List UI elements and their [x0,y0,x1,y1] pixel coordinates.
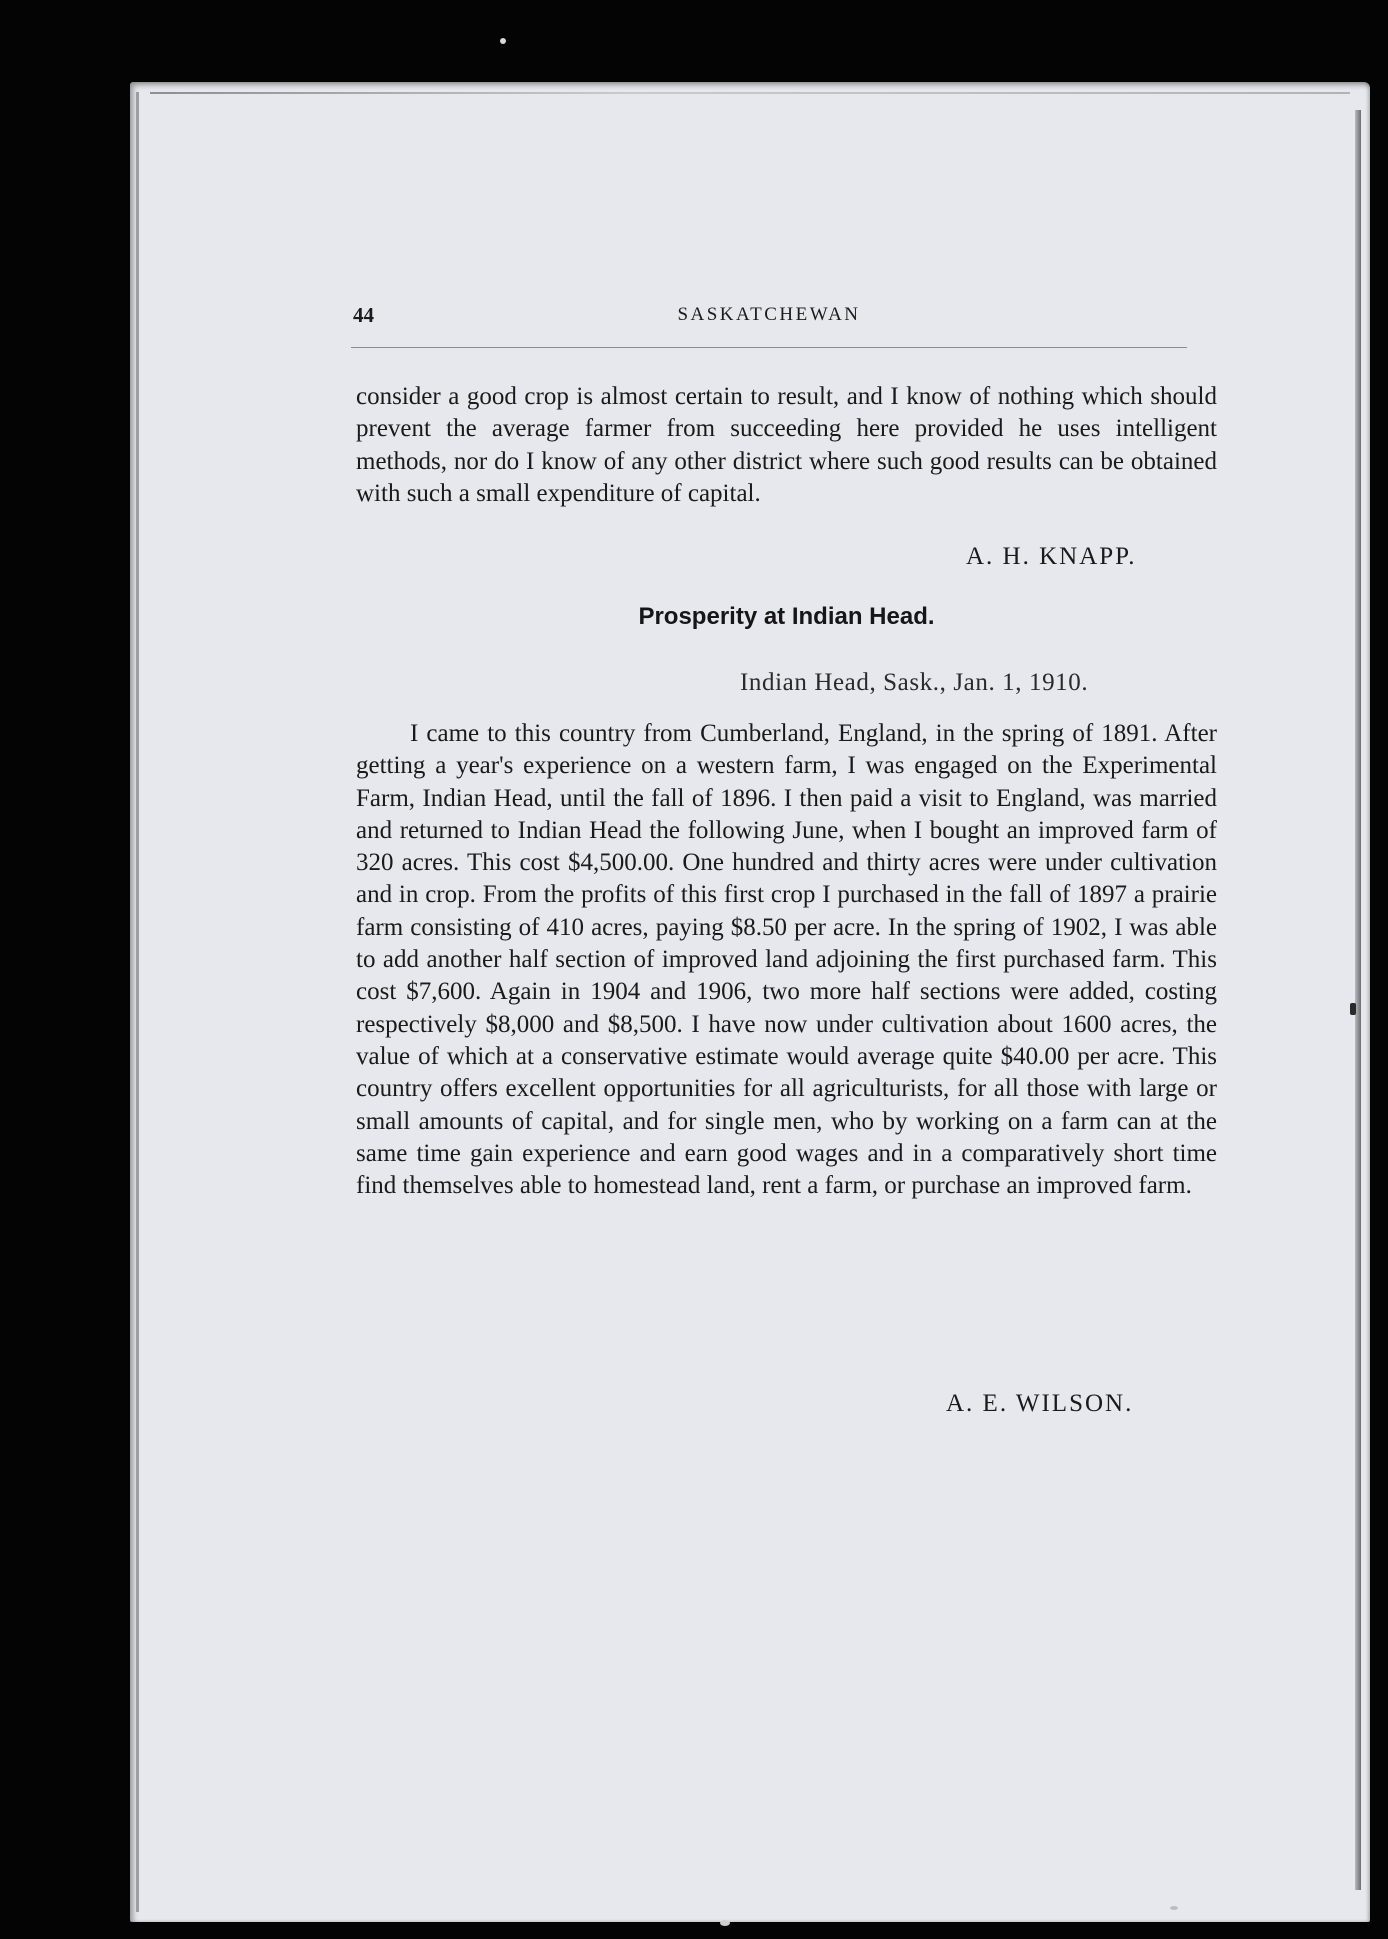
letter-two-signature: A. E. WILSON. [946,1390,1134,1417]
letter-two-body [356,718,1217,1202]
dust-speck [1170,1906,1178,1910]
section-heading: Prosperity at Indian Head. [638,603,935,630]
page-number: 44 [353,303,374,327]
dust-speck [720,1920,730,1926]
dateline: Indian Head, Sask., Jan. 1, 1910. [740,669,1089,696]
page-edge-top [150,92,1350,94]
binding-mark [1350,1003,1356,1015]
book-gutter [1355,110,1361,1890]
letter-one-body [356,381,1217,510]
page-edge-left [136,92,139,1912]
paragraph: I came to this country from Cumberland, England, in the spring of 1891. After getting a year's experience on a western farm, I was engaged on the Experimental Farm, Indian Head, until the fall of 1896. I then paid a visit to England, was married and returned to Indian Head the following June, when I bought an improved farm of 320 acres. This cost $4,500.00. One hundred and thirty acres were under cultivation and in crop. From the profits of this first crop I purchased in the fall of 1897 a prairie farm consisting of 410 acres, paying $8.50 per acre. In the spring of 1902, I was able to add another half section of improved land adjoining the first purchased farm. This cost $7,600. Again in 1904 and 1906, two more half sections were added, costing respectively $8,000 and $8,500. I have now under cultivation about 1600 acres, the value of which at a conservative estimate would average quite $40.00 per acre. This country offers excellent opportunities for all agriculturists, for all those with large or small amounts of capital, and for single men, who by working on a farm can at the same time gain experience and earn good wages and in a comparatively short time find themselves able to homestead land, rent a farm, or purchase an improved farm. [356,720,1217,1200]
dust-speck [500,38,506,44]
letter-one-signature: A. H. KNAPP. [966,543,1137,570]
running-title: SASKATCHEWAN [677,304,861,325]
paragraph: consider a good crop is almost certain to result, and I know of nothing which should prevent the average farmer from succeeding here provided he uses intelligent methods, nor do I know of any other district where such good results can be obtained with such a small expenditure of capital. [356,383,1217,507]
header-rule [351,347,1187,348]
running-header [351,303,1187,333]
